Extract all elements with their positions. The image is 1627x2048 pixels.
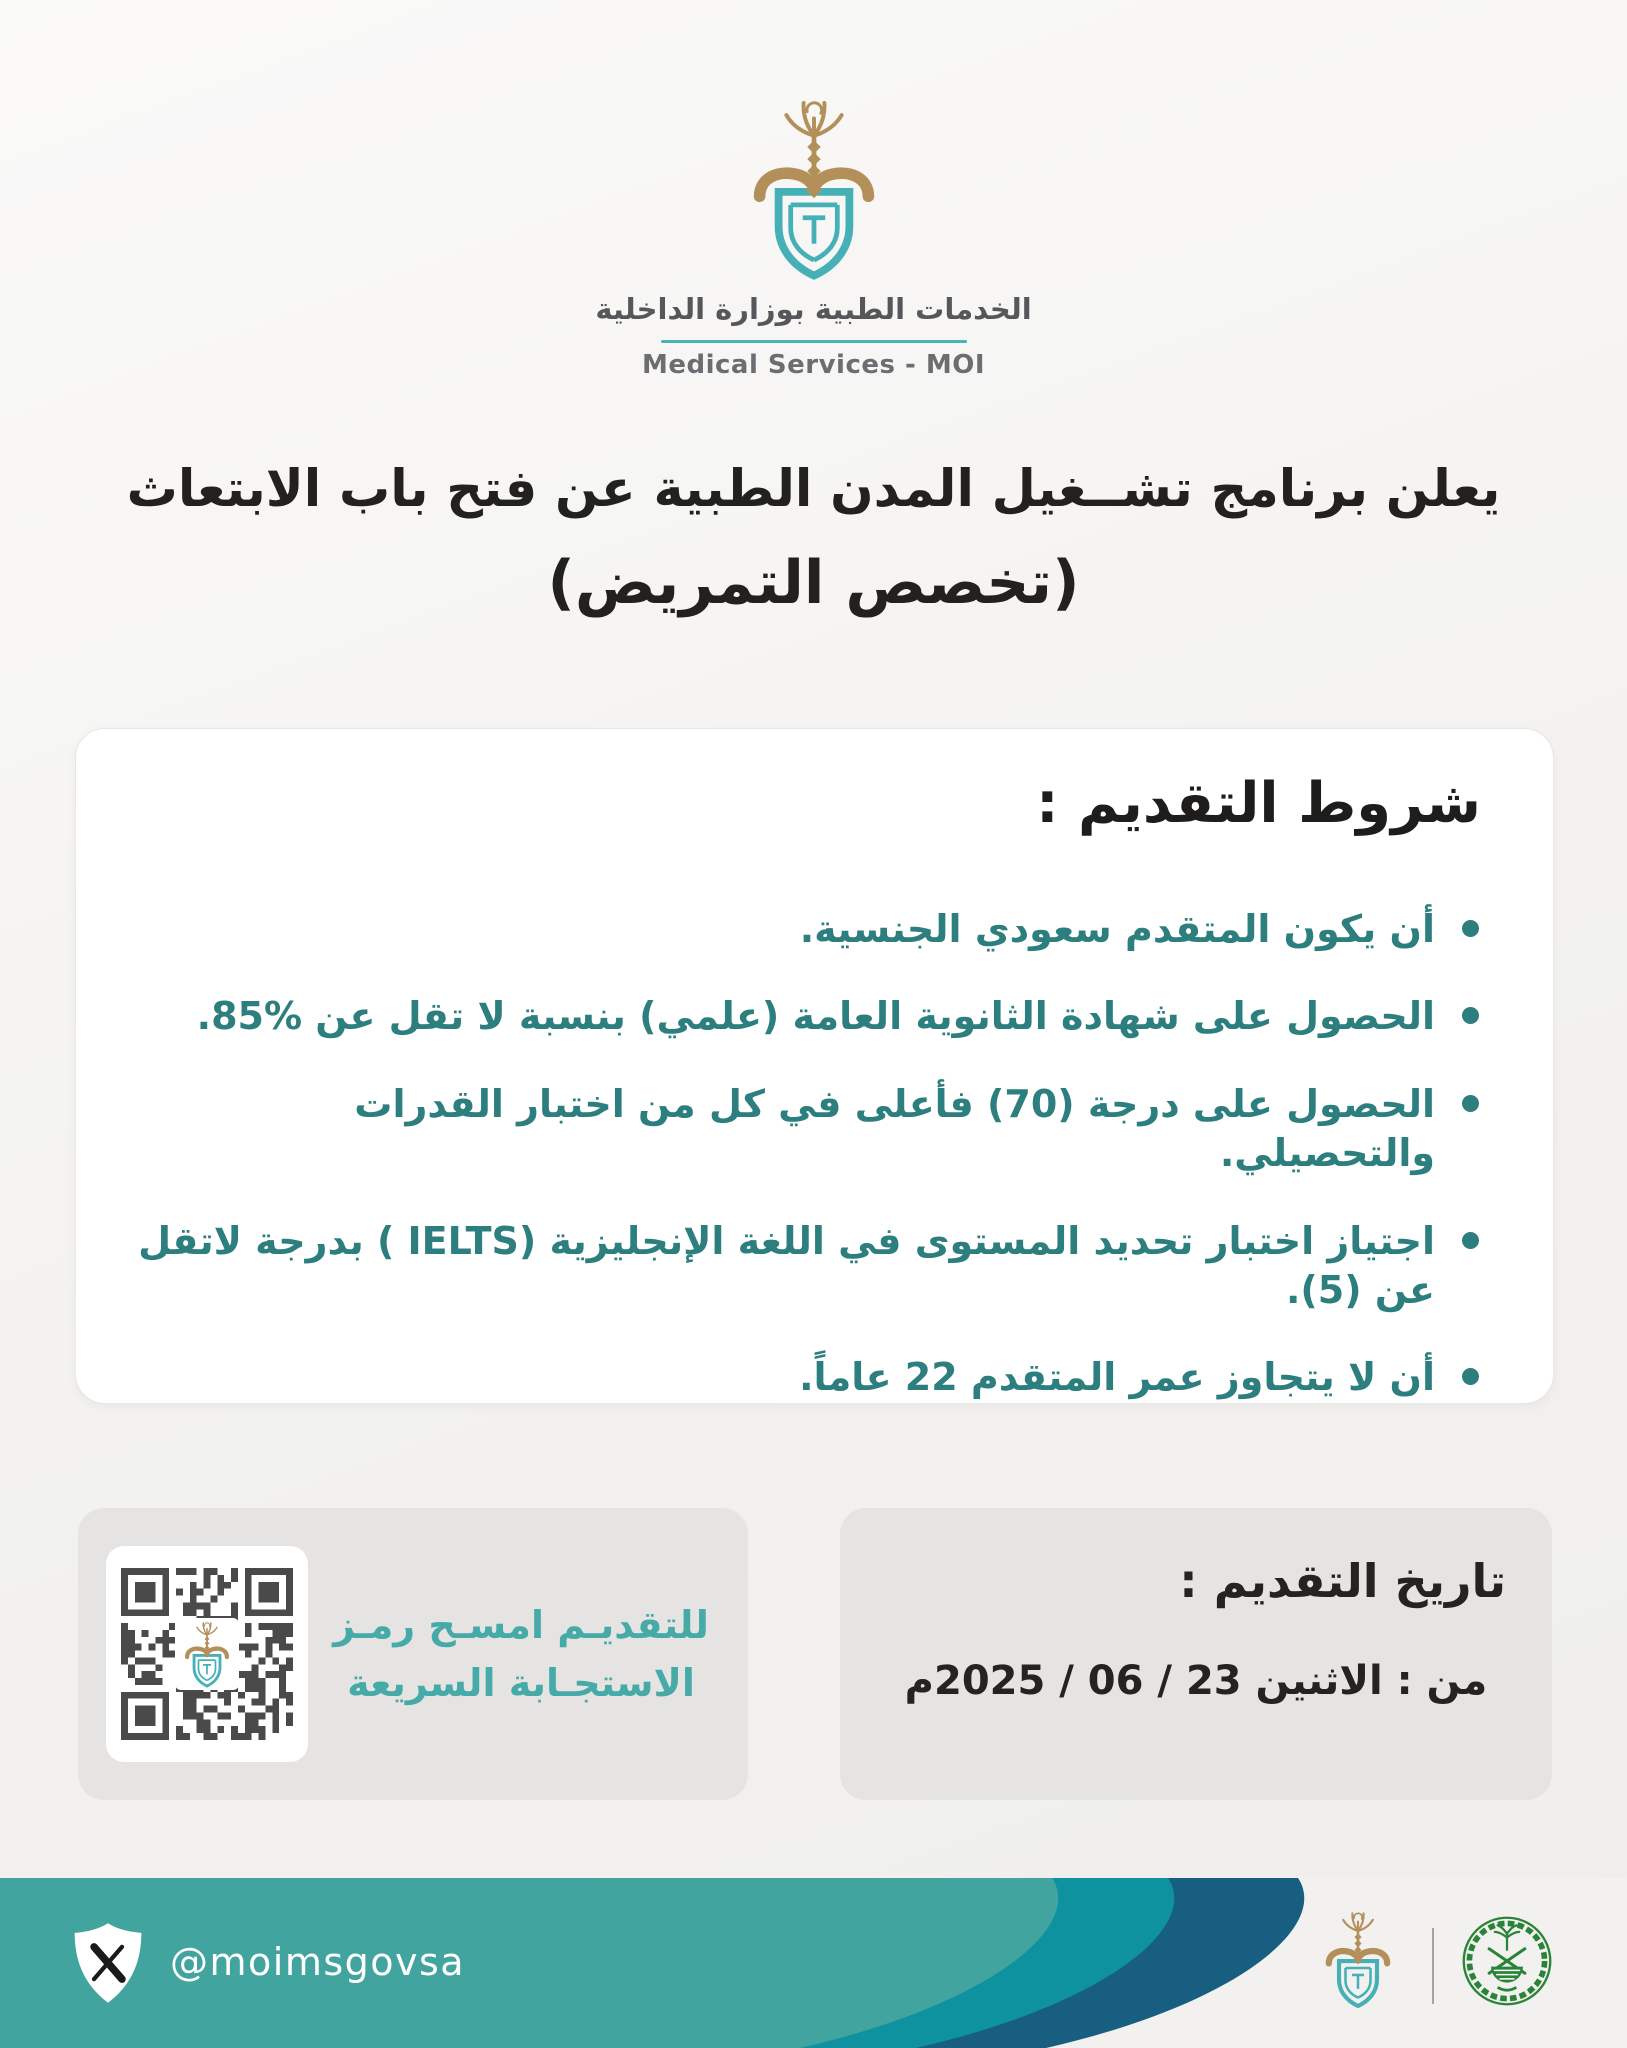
medical-services-logo-small — [1314, 1908, 1402, 2010]
x-handle: @moimsgovsa — [170, 1940, 466, 1984]
conditions-list — [126, 905, 1483, 1441]
qr-finder-top-left — [121, 1568, 169, 1616]
x-twitter-shield-icon — [70, 1920, 146, 2006]
condition-item: الحصول على شهادة الثانوية العامة (علمي) بنسبة لا تقل عن %85. — [126, 992, 1483, 1041]
condition-item: أن لا يتجاوز عمر المتقدم 22 عاماً. — [126, 1353, 1483, 1402]
footer-logo-divider — [1432, 1928, 1434, 2004]
qr-card — [78, 1508, 748, 1800]
qr-code — [106, 1546, 308, 1762]
date-heading: تاريخ التقديم : — [1179, 1554, 1506, 1608]
condition-item: اجتياز اختبار تحديد المستوى في اللغة الإنجليزية (IELTS ) بدرجة لاتقل عن (5). — [126, 1217, 1483, 1316]
qr-finder-top-right — [245, 1568, 293, 1616]
qr-caption-line2: الاستجـابة السريعة — [347, 1661, 695, 1705]
conditions-card — [75, 728, 1554, 1404]
medical-services-logo — [732, 92, 896, 284]
qr-caption — [324, 1508, 718, 1800]
application-date-card — [840, 1508, 1552, 1800]
announcement-title: يعلن برنامج تشــغيل المدن الطبية عن فتح باب الابتعاث — [126, 460, 1501, 519]
date-value: من : الاثنين 23 / 06 / 2025م — [904, 1658, 1488, 1704]
conditions-heading: شروط التقديم : — [1036, 771, 1481, 836]
footer — [0, 1878, 1627, 2048]
org-name-arabic: الخدمات الطبية بوزارة الداخلية — [595, 292, 1032, 326]
condition-item: الحصول على درجة (70) فأعلى في كل من اختبار القدرات والتحصيلي. — [126, 1080, 1483, 1179]
condition-item: أن يكون المتقدم سعودي الجنسية. — [126, 905, 1483, 954]
qr-caption-line1: للتقديـم امسـح رمـز — [333, 1603, 709, 1647]
org-name-underline — [661, 340, 967, 343]
qr-center-logo-icon — [175, 1618, 239, 1690]
ministry-of-interior-emblem — [1460, 1914, 1554, 2008]
announcement-specialty: (تخصص التمريض) — [547, 548, 1080, 618]
org-name-english: Medical Services - MOI — [641, 350, 986, 380]
qr-finder-bottom-left — [121, 1692, 169, 1740]
